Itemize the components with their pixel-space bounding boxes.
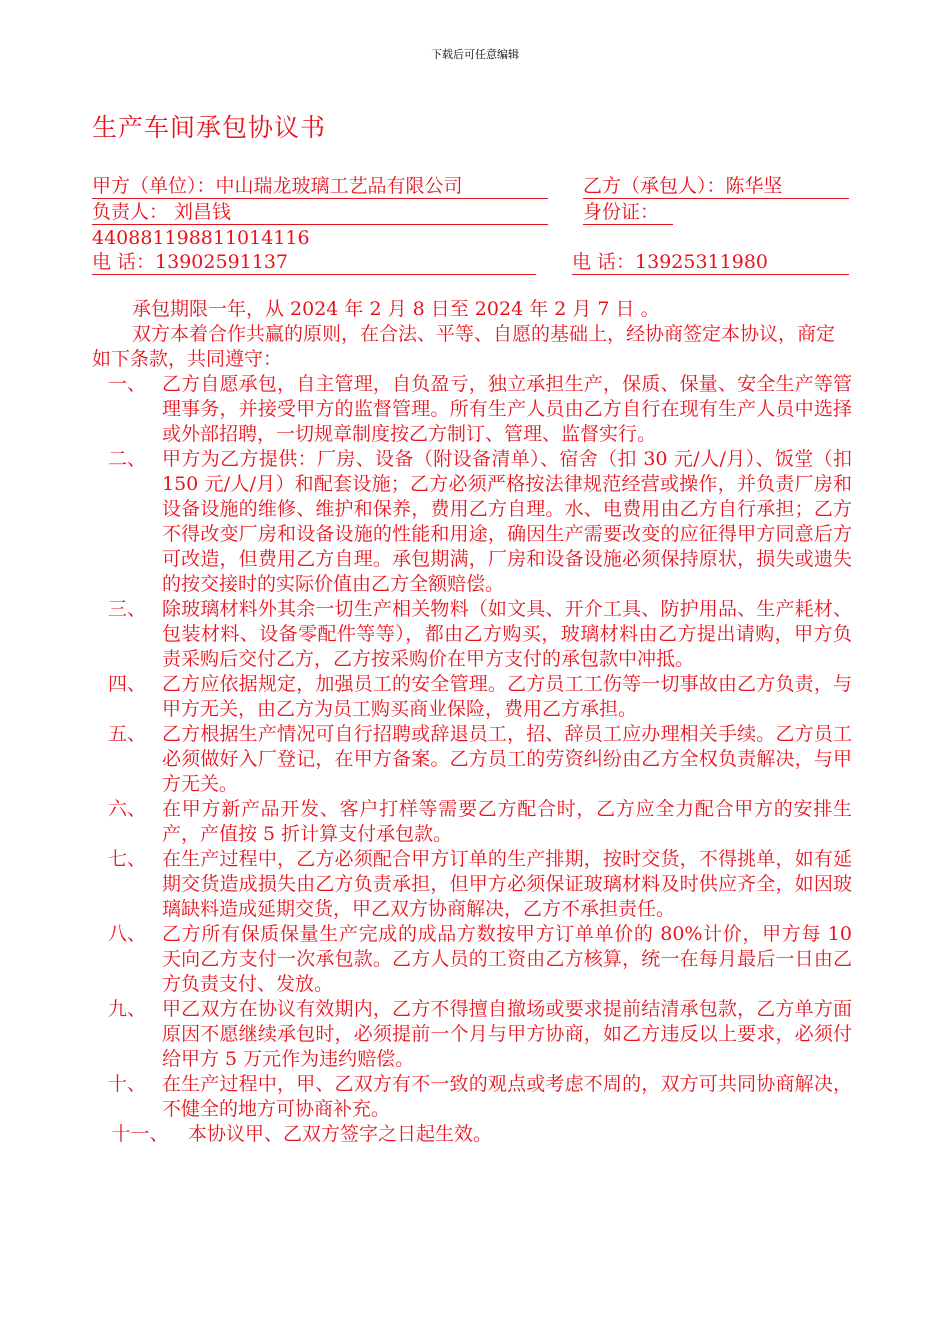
clause-number: 十、 [107, 1073, 146, 1095]
clause-text: 在生产过程中，甲、乙双方有不一致的观点或考虑不周的，双方可共同协商解决，不健全的地方可协商补充。 [162, 1073, 852, 1120]
clause-text: 乙方根据生产情况可自行招聘或辞退员工，招、辞员工应办理相关手续。乙方员工必须做好入厂登记，在甲方备案。乙方员工的劳资纠纷由乙方全权负责解决，与甲方无关。 [162, 723, 852, 795]
clause-text: 甲乙双方在协议有效期内，乙方不得擅自撤场或要求提前结清承包款，乙方单方面原因不愿继续承包时，必须提前一个月与甲方协商，如乙方违反以上要求，必须付给甲方 5 万元作为违约赔偿。 [162, 998, 852, 1070]
clause-4 [92, 672, 852, 722]
clause-number: 五、 [107, 723, 146, 745]
clause-text: 乙方自愿承包，自主管理，自负盈亏，独立承担生产，保质、保量、安全生产等管理事务，并接受甲方的监督管理。所有生产人员由乙方自行在现有生产人员中选择或外部招聘，一切规章制度按乙方制订、管理、监督实行。 [162, 373, 852, 445]
clause-number: 三、 [107, 598, 146, 620]
clause-text: 甲方为乙方提供：厂房、设备（附设备清单）、宿舍（扣 30 元/人/月）、饭堂（扣 150 元/人/月）和配套设施；乙方必须严格按法律规范经营或操作，并负责厂房和设备设施的维修、维护和保养，费用乙方自理。水、电费用由乙方自行承担；乙方不得改变厂房和设备设施的性能和用途，确因生产需要改变的应征得甲方同意后方可改造，但费用乙方自理。承包期满，厂房和设备设施必须保持原状，损失或遗失的按交接时的实际价值由乙方全额赔偿。 [162, 448, 852, 595]
clause-number: 九、 [107, 998, 146, 1020]
party-b-phone-text: 电 话：13925311980 [572, 251, 769, 273]
clause-number: 七、 [107, 848, 146, 870]
clause-11 [92, 1122, 852, 1147]
party-b-id-number: 440881198811014116 [92, 227, 310, 249]
clause-text: 乙方所有保质保量生产完成的成品方数按甲方订单单价的 80%计价，甲方每 10 天向乙方支付一次承包款。乙方人员的工资由乙方核算，统一在每月最后一日由乙方负责支付、发放。 [162, 923, 852, 995]
party-b-id-label-text: 身份证： [583, 201, 660, 223]
clause-8 [92, 922, 852, 997]
party-a-leader-text: 负责人： 刘昌钱 [92, 201, 232, 223]
clause-1 [92, 372, 852, 447]
party-a-unit [92, 174, 548, 199]
clause-number: 一、 [107, 373, 146, 395]
clause-number: 二、 [107, 448, 146, 470]
clause-number: 四、 [107, 673, 146, 695]
party-b-phone [572, 250, 849, 275]
clause-text: 乙方应依据规定，加强员工的安全管理。乙方员工工伤等一切事故由乙方负责，与甲方无关，由乙方为员工购买商业保险，费用乙方承担。 [162, 673, 852, 720]
clause-number: 六、 [107, 798, 146, 820]
clause-text: 在生产过程中，乙方必须配合甲方订单的生产排期，按时交货，不得挑单，如有延期交货造成损失由乙方负责承担，但甲方必须保证玻璃材料及时供应齐全，如因玻璃缺料造成延期交货，甲乙双方协商解决，乙方不承担责任。 [162, 848, 852, 920]
party-a-leader [92, 200, 548, 225]
clause-7 [92, 847, 852, 922]
party-a-unit-text: 甲方（单位）：中山瑞龙玻璃工艺品有限公司 [92, 175, 463, 197]
clause-5 [92, 722, 852, 797]
document-title: 生产车间承包协议书 [92, 113, 327, 142]
clause-text: 本协议甲、乙双方签字之日起生效。 [188, 1123, 493, 1145]
agreement-body [92, 297, 852, 1147]
clause-9 [92, 997, 852, 1072]
clause-number: 八、 [107, 923, 146, 945]
clause-10 [92, 1072, 852, 1122]
download-note: 下载后可任意编辑 [431, 48, 519, 61]
party-b-contractor [583, 174, 849, 199]
party-a-phone [92, 250, 536, 275]
preamble-paragraph: 双方本着合作共赢的原则，在合法、平等、自愿的基础上，经协商签定本协议，商定如下条款，共同遵守： [92, 323, 836, 370]
term-paragraph: 承包期限一年，从 2024 年 2 月 8 日至 2024 年 2 月 7 日 。 [132, 298, 660, 320]
clause-text: 在甲方新产品开发、客户打样等需要乙方配合时，乙方应全力配合甲方的安排生产，产值按 5 折计算支付承包款。 [162, 798, 852, 845]
clause-2 [92, 447, 852, 597]
clause-3 [92, 597, 852, 672]
clause-text: 除玻璃材料外其余一切生产相关物料（如文具、开介工具、防护用品、生产耗材、包装材料、设备零配件等等），都由乙方购买，玻璃材料由乙方提出请购，甲方负责采购后交付乙方，乙方按采购价在甲方支付的承包款中冲抵。 [162, 598, 852, 670]
clause-6 [92, 797, 852, 847]
party-a-phone-text: 电 话：13902591137 [92, 251, 289, 273]
clause-number: 十一、 [111, 1123, 169, 1145]
id-label-underline [583, 200, 673, 225]
party-b-contractor-text: 乙方（承包人）：陈华坚 [583, 175, 783, 197]
